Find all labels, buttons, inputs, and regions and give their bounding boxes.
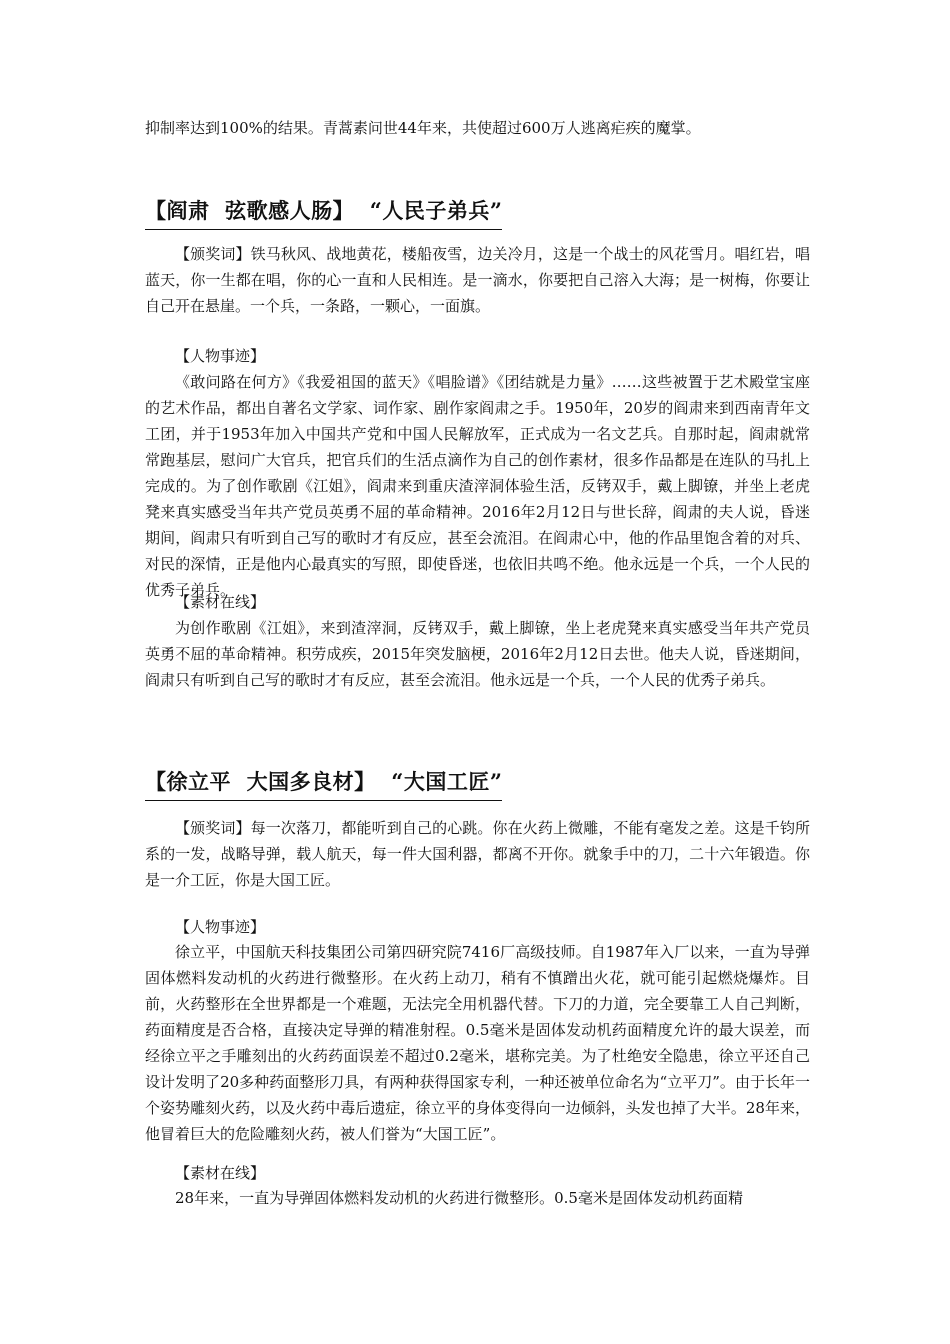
material-paragraph-xuliping: 28年来，一直为导弹固体燃料发动机的火药进行微整形。0.5毫米是固体发动机药面精 [175,1189,743,1207]
material-label-xuliping: 【素材在线】 [175,1164,266,1182]
deeds-label-xuliping: 【人物事迹】 [175,918,266,936]
award-paragraph-xuliping: 【颁奖词】每一次落刀，都能听到自己的心跳。你在火药上微雕，不能有毫发之差。这是千钧所系的一发，战略导弹，载人航天，每一件大国利器，都离不开你。就象手中的刀，二十六年锻造。你是一介工匠，你是大国工匠。 [145,819,810,889]
material-label-yansu: 【素材在线】 [175,593,266,611]
deeds-label-yansu: 【人物事迹】 [175,347,266,365]
award-paragraph-yansu: 【颁奖词】铁马秋风、战地黄花，楼船夜雪，边关冷月，这是一个战士的风花雪月。唱红岩，唱蓝天，你一生都在唱，你的心一直和人民相连。是一滴水，你要把自己溶入大海；是一树梅，你要让自己开在悬崖。一个兵，一条路，一颗心，一面旗。 [145,245,810,315]
material-paragraph-yansu: 为创作歌剧《江姐》，来到渣滓洞，反铐双手，戴上脚镣，坐上老虎凳来真实感受当年共产党员英勇不屈的革命精神。积劳成疾，2015年突发脑梗，2016年2月12日去世。他夫人说，昏迷期间，阎肃只有听到自己写的歌时才有反应，甚至会流泪。他永远是一个兵，一个人民的优秀子弟兵。 [145,619,810,689]
deeds-paragraph-xuliping: 徐立平，中国航天科技集团公司第四研究院7416厂高级技师。自1987年入厂以来，一直为导弹固体燃料发动机的火药进行微整形。在火药上动刀，稍有不慎蹭出火花，就可能引起燃烧爆炸。目前，火药整形在全世界都是一个难题，无法完全用机器代替。下刀的力道，完全要靠工人自己判断，药面精度是否合格，直接决定导弹的精准射程。0.5毫米是固体发动机药面精度允许的最大误差，而经徐立平之手雕刻出的火药药面误差不超过0.2毫米，堪称完美。为了杜绝安全隐患，徐立平还自己设计发明了20多种药面整形刀具，有两种获得国家专利，一种还被单位命名为“立平刀”。由于长年一个姿势雕刻火药，以及火药中毒后遗症，徐立平的身体变得向一边倾斜，头发也掉了大半。28年来，他冒着巨大的危险雕刻火药，被人们誉为“大国工匠”。 [145,943,810,1143]
intro-paragraph: 抑制率达到100%的结果。青蒿素问世44年来，共使超过600万人逃离疟疾的魔掌。 [145,119,701,137]
deeds-paragraph-yansu: 《敢问路在何方》《我爱祖国的蓝天》《唱脸谱》《团结就是力量》……这些被置于艺术殿堂宝座的艺术作品，都出自著名文学家、词作家、剧作家阎肃之手。1950年，20岁的阎肃来到西南青年文工团，并于1953年加入中国共产党和中国人民解放军，正式成为一名文艺兵。自那时起，阎肃就常常跑基层，慰问广大官兵，把官兵们的生活点滴作为自己的创作素材，很多作品都是在连队的马扎上完成的。为了创作歌剧《江姐》，阎肃来到重庆渣滓洞体验生活，反铐双手，戴上脚镣，并坐上老虎凳来真实感受当年共产党员英勇不屈的革命精神。2016年2月12日与世长辞，阎肃的夫人说，昏迷期间，阎肃只有听到自己写的歌时才有反应，甚至会流泪。在阎肃心中，他的作品里饱含着的对兵、对民的深情，正是他内心最真实的写照，即使昏迷，也依旧共鸣不绝。他永远是一个兵，一个人民的优秀子弟兵。 [145,373,810,599]
section-heading-xuliping: 【徐立平 大国多良材】 “大国工匠” [145,767,502,801]
section-heading-yansu: 【阎肃 弦歌感人肠】 “人民子弟兵” [145,196,502,230]
